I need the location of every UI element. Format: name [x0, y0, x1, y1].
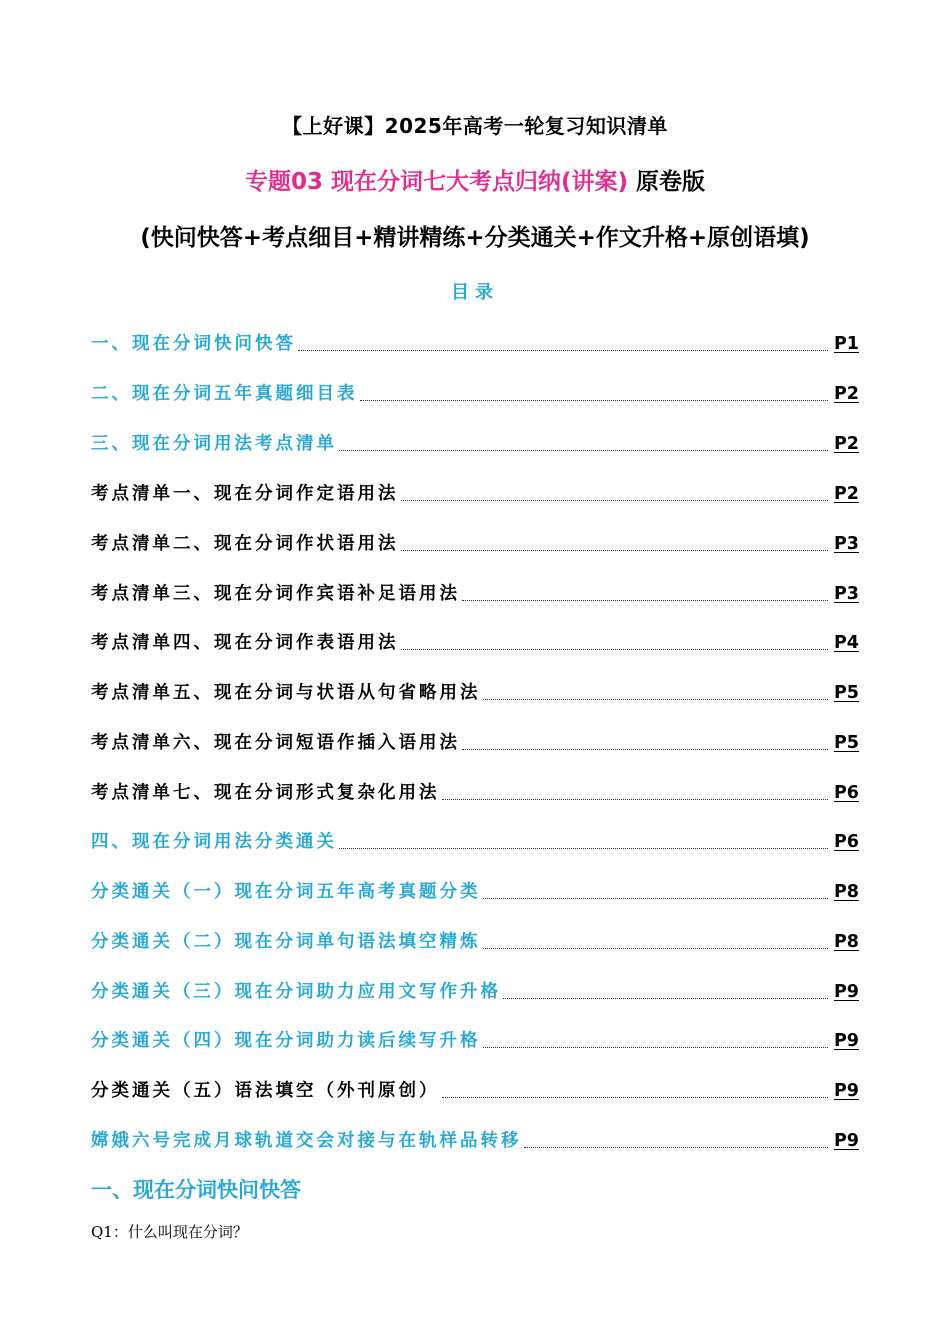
- toc-entry-page: P3: [833, 584, 859, 604]
- toc-entry-label: 四、现在分词用法分类通关: [91, 832, 337, 852]
- toc-entry-label: 一、现在分词快问快答: [91, 334, 296, 354]
- toc-entry-page: P9: [833, 982, 859, 1002]
- toc-leader-dots: [503, 997, 828, 999]
- toc-entry-label: 考点清单七、现在分词形式复杂化用法: [91, 783, 440, 803]
- edition-label: 原卷版: [628, 169, 706, 195]
- document-features: (快问快答+考点细目+精讲精练+分类通关+作文升格+原创语填): [140, 225, 810, 251]
- toc-entry-label: 考点清单五、现在分词与状语从句省略用法: [91, 683, 481, 703]
- toc-entry[interactable]: [91, 627, 859, 655]
- toc-entry-label: 三、现在分词用法考点清单: [91, 434, 337, 454]
- topic-title: 专题03 现在分词七大考点归纳(讲案): [244, 169, 629, 195]
- toc-entry-label: 分类通关（一）现在分词五年高考真题分类: [91, 882, 481, 902]
- toc-entry-page: P4: [833, 633, 859, 653]
- toc-entry-page: P8: [833, 932, 859, 952]
- toc-entry-page: P8: [833, 882, 859, 902]
- toc-leader-dots: [339, 847, 828, 849]
- toc-entry[interactable]: [91, 876, 859, 904]
- toc-leader-dots: [401, 499, 828, 501]
- toc-leader-dots: [401, 549, 828, 551]
- toc-entry-label: 考点清单一、现在分词作定语用法: [91, 484, 399, 504]
- toc-entry[interactable]: [91, 328, 859, 356]
- toc-entry[interactable]: [91, 378, 859, 406]
- toc-entry-label: 分类通关（四）现在分词助力读后续写升格: [91, 1031, 481, 1051]
- toc-leader-dots: [442, 798, 828, 800]
- toc-leader-dots: [483, 947, 828, 949]
- toc-entry[interactable]: [91, 578, 859, 606]
- toc-entry-page: P6: [833, 832, 859, 852]
- toc-entry-page: P9: [833, 1081, 859, 1101]
- toc-entry-label: 考点清单三、现在分词作宾语补足语用法: [91, 584, 460, 604]
- toc-entry[interactable]: [91, 727, 859, 755]
- toc-leader-dots: [524, 1146, 828, 1148]
- toc-entry[interactable]: [91, 1025, 859, 1053]
- toc-leader-dots: [483, 897, 828, 899]
- toc-entry[interactable]: [91, 528, 859, 556]
- toc-leader-dots: [401, 648, 828, 650]
- toc-entry-page: P5: [833, 683, 859, 703]
- toc-entry-label: 考点清单六、现在分词短语作插入语用法: [91, 733, 460, 753]
- toc-entry[interactable]: [91, 777, 859, 805]
- toc-entry-label: 考点清单四、现在分词作表语用法: [91, 633, 399, 653]
- toc-leader-dots: [339, 449, 828, 451]
- document-title: 【上好课】2025年高考一轮复习知识清单: [282, 114, 668, 138]
- toc-leader-dots: [298, 349, 828, 351]
- toc-leader-dots: [462, 599, 828, 601]
- toc-entry[interactable]: [91, 1125, 859, 1153]
- toc-entry[interactable]: [91, 826, 859, 854]
- toc-entry-label: 分类通关（三）现在分词助力应用文写作升格: [91, 982, 501, 1002]
- toc-entry-label: 考点清单二、现在分词作状语用法: [91, 534, 399, 554]
- toc-leader-dots: [483, 698, 828, 700]
- toc-entry-label: 嫦娥六号完成月球轨道交会对接与在轨样品转移: [91, 1131, 522, 1151]
- toc-entry[interactable]: [91, 926, 859, 954]
- toc-entry-page: P2: [833, 384, 859, 404]
- toc-entry[interactable]: [91, 1075, 859, 1103]
- toc-entry[interactable]: [91, 976, 859, 1004]
- toc-entry[interactable]: [91, 677, 859, 705]
- toc-leader-dots: [442, 1096, 828, 1098]
- document-subtitle: [0, 163, 950, 196]
- toc-heading: 目录: [451, 282, 499, 303]
- section-heading: 一、现在分词快问快答: [91, 1178, 301, 1202]
- toc-entry[interactable]: [91, 478, 859, 506]
- toc-entry[interactable]: [91, 428, 859, 456]
- toc-leader-dots: [360, 399, 828, 401]
- toc-entry-label: 分类通关（二）现在分词单句语法填空精炼: [91, 932, 481, 952]
- toc-entry-page: P3: [833, 534, 859, 554]
- toc-entry-label: 分类通关（五）语法填空（外刊原创）: [91, 1081, 440, 1101]
- toc-entry-page: P9: [833, 1131, 859, 1151]
- toc-entry-page: P9: [833, 1031, 859, 1051]
- toc-entry-page: P5: [833, 733, 859, 753]
- question-text: Q1：什么叫现在分词？: [91, 1223, 248, 1241]
- toc-entry-page: P2: [833, 484, 859, 504]
- toc-entry-page: P6: [833, 783, 859, 803]
- toc-leader-dots: [483, 1046, 828, 1048]
- toc-entry-page: P1: [833, 334, 859, 354]
- toc-leader-dots: [462, 748, 828, 750]
- toc-entry-page: P2: [833, 434, 859, 454]
- toc-entry-label: 二、现在分词五年真题细目表: [91, 384, 358, 404]
